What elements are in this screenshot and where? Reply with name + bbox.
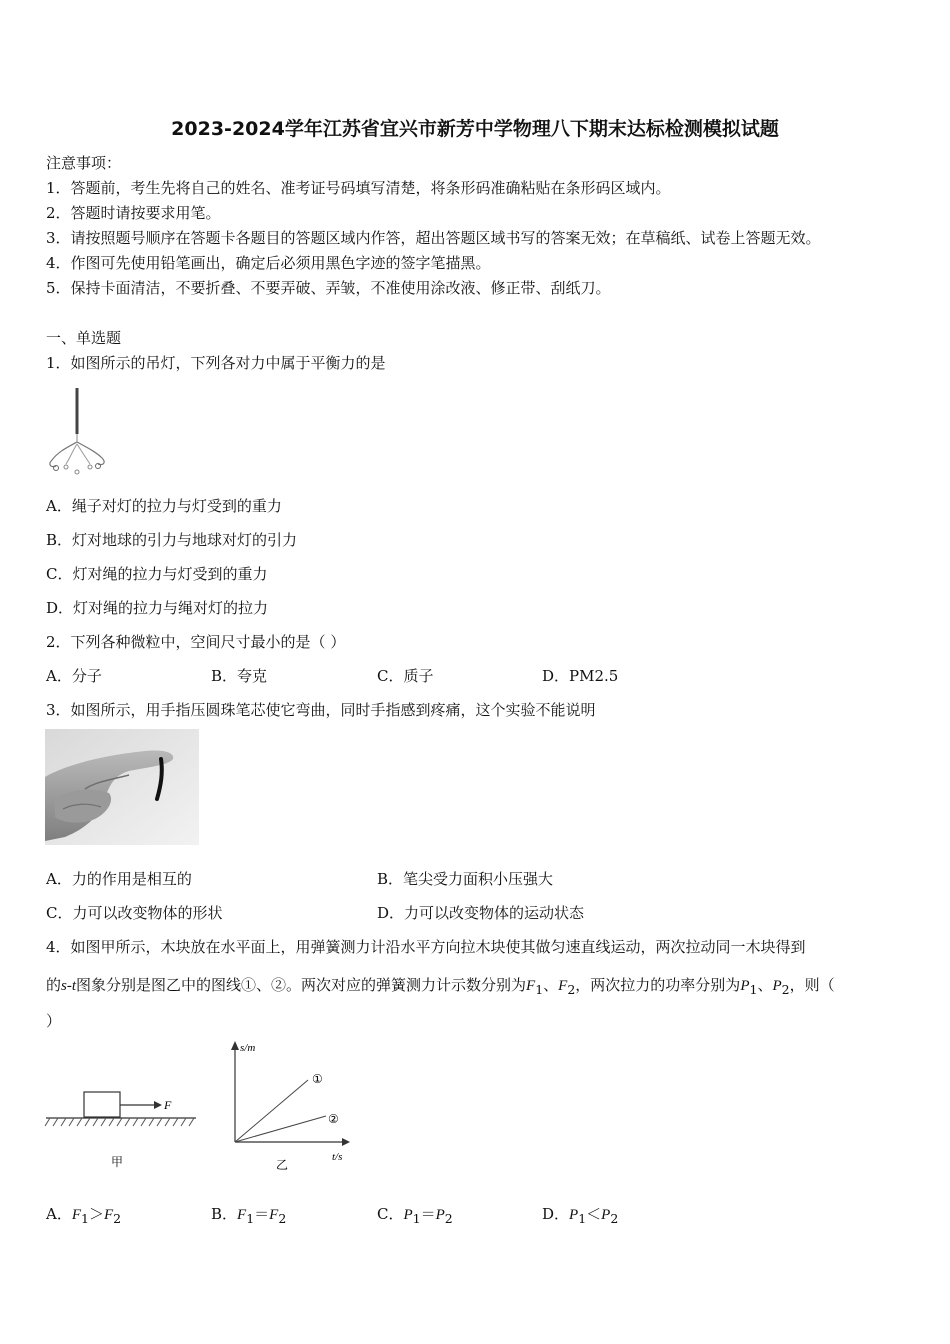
question-4-stem-line-1: 4．如图甲所示，木块放在水平面上，用弹簧测力计沿水平方向拉木块使其做匀速直线运动，两次拉动同一木块得到 [46,938,806,956]
section-heading: 一、单选题 [46,329,122,347]
question-1-option-a: A．绳子对灯的拉力与灯受到的重力 [46,497,282,515]
question-4-option-d: D．$P_1<P_2$ [542,1205,619,1226]
notice-item: 4．作图可先使用铅笔画出，确定后必须用黑色字迹的签字笔描黑。 [46,254,491,272]
question-2-option-b: B．夸克 [211,667,268,685]
question-2-option-c: C．质子 [377,667,434,685]
hanging-lamp-figure [44,386,114,478]
notice-item: 3．请按照题号顺序在答题卡各题目的答题区域内作答，超出答题区域书写的答案无效；在草稿纸、试卷上答题无效。 [46,229,821,247]
question-1-option-c: C．灯对绳的拉力与灯受到的重力 [46,565,268,583]
notice-heading: 注意事项： [46,154,122,172]
line-2-label: ② [328,1112,339,1126]
question-1-option-b: B．灯对地球的引力与地球对灯的引力 [46,531,298,549]
question-3-option-a: A．力的作用是相互的 [46,870,192,888]
question-2-option-d: D．PM2.5 [542,667,619,685]
notice-item: 1．答题前，考生先将自己的姓名、准考证号码填写清楚，将条形码准确粘贴在条形码区域内。 [46,179,671,197]
question-4-option-c: C．$P_1=P_2$ [377,1205,453,1226]
notice-item: 2．答题时请按要求用笔。 [46,204,221,222]
question-4-option-a: A．$F_1>F_2$ [46,1205,122,1226]
page-title: 2023-2024学年江苏省宜兴市新芳中学物理八下期末达标检测模拟试题 [171,118,779,140]
question-2-option-a: A．分子 [46,667,102,685]
question-3-option-d: D．力可以改变物体的运动状态 [377,904,585,922]
question-2-stem: 2．下列各种微粒中，空间尺寸最小的是（ ） [46,633,346,651]
question-3-option-c: C．力可以改变物体的形状 [46,904,223,922]
question-3-option-b: B．笔尖受力面积小压强大 [377,870,554,888]
s-t-graph [218,1038,358,1174]
force-label: F [164,1098,172,1112]
x-axis-label: t/s [332,1151,343,1163]
question-4-option-b: B．$F_1=F_2$ [211,1205,287,1226]
question-3-stem: 3．如图所示，用手指压圆珠笔芯使它弯曲，同时手指感到疼痛，这个实验不能说明 [46,701,596,719]
block-on-surface-figure [44,1086,204,1134]
y-axis-label: s/m [240,1042,256,1054]
line-1-label: ① [312,1072,323,1086]
finger-pen-photo [45,729,199,845]
question-1-stem: 1．如图所示的吊灯，下列各对力中属于平衡力的是 [46,354,386,372]
figure-caption-yi: 乙 [276,1158,289,1172]
question-4-stem-line-3: ） [46,1012,62,1030]
question-4-stem-line-2: 的s-t图象分别是图乙中的图线①、②。两次对应的弹簧测力计示数分别为$F_1$、$F_2$，两次拉力的功率分别为$P_1$、$P_2$，则（ [46,976,835,997]
notice-item: 5．保持卡面清洁，不要折叠、不要弄破、弄皱，不准使用涂改液、修正带、刮纸刀。 [46,279,611,297]
question-1-option-d: D．灯对绳的拉力与绳对灯的拉力 [46,599,269,617]
figure-caption-jia: 甲 [111,1155,124,1169]
